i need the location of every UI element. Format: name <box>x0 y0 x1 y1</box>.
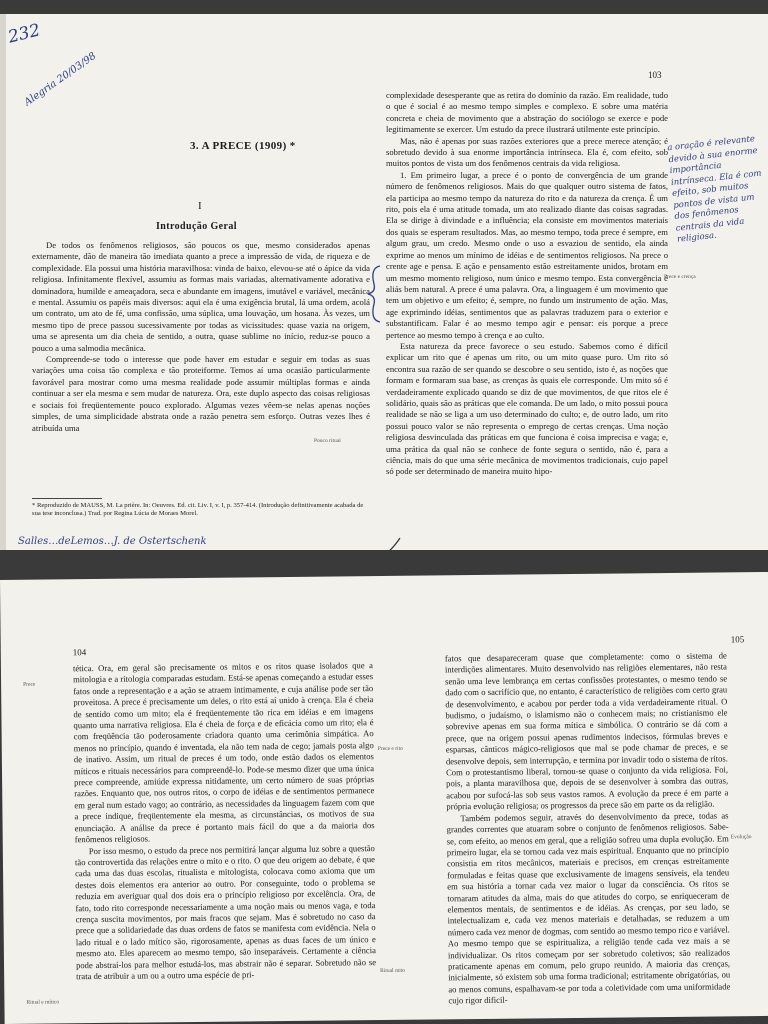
margin-note-left-top: Prece <box>23 681 36 688</box>
margin-note-small-right: Prece e crença <box>664 274 696 280</box>
bottom-scanned-spread <box>0 572 768 1024</box>
right-column-text <box>386 90 668 530</box>
paragraph: tética. Ora, em geral são precisamente os mitos e os ritos quase isolados que a mitologia e a ritologia comparadas estudam. Está-se apenas começando a estudar esses fatos onde a representação e a ação se atraem intimamente, e cuja análise pode ser tão proveitosa. A prece é precisamente um deles, o rito está aí unido à crença. Ela é cheia de sentido como um mito; ela é freqüentemente tão rica em idéias e em imagens quanto uma narrativa religiosa. Ela é cheia de força e de eficácia como um rito; ela é com freqüência tão poderosamente criadora quanto uma cerimônia simpática. Ao menos no princípio, quando é inventada, ela não tem nada de cego; jamais posta algo de inativo. Assim, um ritual de preces é um todo, onde estão dados os elementos míticos e rituais necessários para compreendê-lo. Pode-se mesmo dizer que uma única prece compreende, amiúde expressa nitidamente, um certo número de suas próprias razões. Enquanto que, nos outros ritos, o corpo de idéias e de sentimentos permanece em geral num estado vago; ao contrário, as necessidades da linguagem fazem com que a prece indique, freqüentemente ela mesma, as circunstâncias, os motivos de sua enunciação. A análise da prece é portanto mais fácil do que a da maioria dos fenômenos religiosos. <box>72 660 375 845</box>
paragraph: fatos que desapareceram quase que completamente: como o sistema de interdições alimentares. Muito desenvolvido nas religiões elementares, não resta senão uma leve lembrança em certas confissões protestantes, o mesmo tendo se dado com o sacrifício que, no entanto, é característico de religiões com certo grau de desenvolvimento, e acabou por perder toda a vida verdadeiramente ritual. O budismo, o judaísmo, o islamismo não o conhecem mais; no cristianismo ele sobrevive apenas em sua forma mítica e simbólica. O contrário se dá com a prece, que na origem possui apenas rudimentos indecisos, fórmulas breves e esparsas, cânticos mágico-religiosos que mal se pode chamar de preces, e se desenvolve depois, sem interrupção, e termina por invadir todo o sistema de ritos. Com o protestantismo liberal, tornou-se quase o conjunto da vida religiosa. Foi, pois, a planta maravilhosa que, depois de se desenvolver à sombra das outras, acabou por sufocá-las sob seus vastos ramos. A evolução da prece é em parte a própria evolução religiosa; os progressos da prece são em parte os da religião. <box>444 650 729 812</box>
margin-note-left-bottom: Ritual e mítico <box>26 999 60 1006</box>
margin-note-right: Evolução <box>730 834 752 841</box>
page-number-104: 104 <box>72 647 87 658</box>
footnote-rule <box>32 498 102 499</box>
margin-note-center-1: Prece e rito <box>377 745 403 753</box>
footnote: * Reproduzido de MAUSS, M. La prière. In: Oeuvres. Ed. cit. Liv. I, v. I, p. 357-414. (Introdução definitivamente acabada de sua tese inconclusa.) Trad. por Regina Lúcia de Moraes Morel. <box>32 502 364 518</box>
page-number-103: 103 <box>648 70 662 80</box>
paragraph: Esta natureza da prece favorece o seu estudo. Sabemos como é difícil explicar um rito que é apenas um rito, ou um mito quase puro. Um rito só encontra sua razão de ser quando se descobre o seu sentido, isto é, as noções que formam e formaram sua base, as crenças às quais ele corresponde. Um mito só é verdadeiramente explicado quando se diz de que movimentos, de que ritos ele é solidário, quais são as práticas que ele comanda. De um lado, o mito possui pouca realidade se não se liga a um uso determinado do culto; e, de outro lado, um rito possui pouco valor se não representa o emprego de certas crenças. Uma noção religiosa desvinculada das práticas em que funciona é coisa imprecisa e vaga; e, uma prática da qual não se conhece de fonte segura o sentido, não é, para a ciência, mais do que uma série mecânica de movimentos tradicionais, cujo papel só pode ser determinado de maneira muito hipo- <box>386 340 668 477</box>
paragraph: Também podemos seguir, através do desenvolvimento da prece, todas as grandes correntes que atuaram sobre o conjunto de fenômenos religiosos. Sabe-se, com efeito, ao menos em geral, que a religião sofreu uma dupla evolução. Em primeiro lugar, ela se tornou cada vez mais espiritual. Enquanto que no princípio consistia em ritos mecânicos, materiais e precisos, em crenças estreitamente formuladas e feitas quase que exclusivamente de imagens sensíveis, ela tendeu em sua história a tornar cada vez maior o lugar da consciência. Os ritos se tornaram atitudes da alma, mais do que atitudes do corpo, se enriqueceram de elementos mentais, de sentimentos e de idéias. As crenças, por seu lado, se intelectualizam e, cada vez menos materiais e detalhadas, se reduzem a um número cada vez menor de dogmas, com sentido ao mesmo tempo rico e variável. Ao mesmo tempo que se espiritualiza, a religião tende cada vez mais a se individualizar. Os ritos começam por ser sobretudo coletivos; são realizados praticamente apenas em comum, pelo grupo reunido. A maioria das crenças, inicialmente, só existem sob uma forma tradicional; estritamente obrigatórias, ou ao menos comuns, espalhavam-se por toda a coletividade com uma uniformidade cujo rigor dificil- <box>446 810 731 1006</box>
right-column-text <box>445 650 731 1019</box>
handwritten-signature: Salles…deLemos…J. de Ostertschenk <box>18 536 207 547</box>
section-title: Introdução Geral <box>156 221 237 232</box>
paragraph: Compreende-se todo o interesse que pode haver em estudar e seguir em todas as suas variações uma coisa tão complexa e tão proteiforme. Temos aí uma ocasião particularmente favorável para mostrar como uma mesma realidade pode assumir múltiplas formas e ainda continuar a ser ela mesma e sem mudar de natureza. Ora, este duplo aspecto das coisas religiosas e sociais foi freqüentemente pouco explorado. Algumas vezes vêem-se nelas apenas noções simples, de uma simplicidade abstrata onde a razão penetra sem esforço. Outras vezes lhes é atribuída uma <box>32 354 370 433</box>
page-number-105: 105 <box>730 634 745 645</box>
margin-note-center-2: Ritual mito <box>380 967 406 975</box>
paragraph: complexidade desesperante que as retira do domínio da razão. Em realidade, tudo o que é social é ao mesmo tempo simples e complexo. E sobre uma matéria concreta e cheia de movimento que a abstração do sociólogo se exerce e pode legitimamente se exercer. Um estudo da prece ilustrará utilmente este princípio. <box>386 90 668 135</box>
top-scanned-spread <box>0 14 768 550</box>
handwritten-date: Alegria 20/03/98 <box>22 50 99 109</box>
chapter-title: 3. A PRECE (1909) * <box>190 140 296 152</box>
margin-note-left: Pouco ritual <box>314 438 341 444</box>
page-shadow <box>0 14 6 550</box>
handwritten-stroke <box>370 534 410 550</box>
handwritten-page-number: 232 <box>6 20 43 48</box>
paragraph: De todos os fenômenos religiosos, são poucos os que, mesmo considerados apenas externamente, dão de maneira tão imediata quanto a prece a impressão de vida, de riqueza e de complexidade. Ela possui uma história maravilhosa: vinda de baixo, elevou-se até o ápice da vida religiosa. Infinitamente flexível, assumiu as formas mais variadas, alternativamente adorativa e dominadora, humilde e ameaçadora, seca e abundante em imagens, imutável e variável, mecânica e mental. Assumiu os papéis mais diversos: aqui ela é uma exigência brutal, lá uma ordem, acolá um contrato, um ato de fé, uma confissão, uma súplica, uma louvação, um hosana. Às vezes, um mesmo tipo de prece passou sucessivamente por todas as vicissitudes: quase vazia na origem, uma se apresenta um dia cheia de sentido, a outra, quase sublime no início, reduz-se pouco a pouco a uma salmodia mecânica. <box>32 240 370 353</box>
paragraph: Mas, não é apenas por suas razões exteriores que a prece merece atenção; é sobretudo devido à sua enorme importância intrínseca. Ela é, com efeito, sob muitos pontos de vista um dos fenômenos centrais da vida religiosa. <box>386 135 668 169</box>
left-column-text <box>73 660 377 1023</box>
handwritten-margin-note: a oração é relevante devido à sua enorme importância intrínseca. Ela é com efeito, sob muitos pontos de vista um dos fenômenos centrais da vida religiosa. <box>666 134 762 245</box>
paragraph: Por isso mesmo, o estudo da prece nos permitirá lançar alguma luz sobre a questão tão controvertida das relações entre o mito e o rito. O que deu origem ao debate, é que cada uma das duas escolas, ritualista e mitologista, colocava como axioma que um destes dois elementos era anterior ao outro. Por conseguinte, todo o problema se reduzia em averiguar qual dos dois era o princípio religioso por excelência. Ora, de fato, todo rito corresponde necessariamente a uma noção mais ou menos vaga, e toda crença suscita movimentos, por mais fracos que sejam. Mas é sobretudo no caso da prece que a solidariedade das duas ordens de fatos se manifesta com evidência. Nela o lado ritual e o lado mítico são, rigorosamente, apenas as duas faces de um único e mesmo ato. Eles aparecem ao mesmo tempo, são inseparáveis. Certamente a ciência pode abstraí-los para melhor estudá-los, mas abstrair não é separar. Sobretudo não se trata de atribuir a um ou a outro uma espécie de pri- <box>74 842 377 982</box>
paragraph: 1. Em primeiro lugar, a prece é o ponto de convergência de um grande número de fenômenos religiosos. Mais do que qualquer outro sistema de fatos, ela participa ao mesmo tempo da natureza do rito e da natureza da crença. É um rito, pois ela é uma atitude tomada, um ato realizado diante das coisas sagradas. Ela se dirige à divindade e a influência; ela consiste em movimentos materiais dos quais se esperam resultados. Mas, ao mesmo tempo, toda prece é sempre, em algum grau, um credo. Mesmo onde o uso a esvaziou de sentido, ela ainda exprime ao menos um mínimo de idéias e de sentimentos religiosos. Na prece o crente age e pensa. E ação e pensamento estão estreitamente unidos, brotam em um mesmo momento religioso, num único e mesmo tempo. Esta convergência é aliás bem natural. A prece é uma palavra. Ora, a linguagem é um movimento que tem um objetivo e um efeito; é, sempre, no fundo um instrumento de ação. Mas, age exprimindo idéias, sentimentos que as palavras traduzem para o exterior e substantificam. Falar é ao mesmo tempo agir e pensar: eis porque a prece pertence ao mesmo tempo à crença e ao culto. <box>386 169 668 340</box>
handwritten-brace <box>366 264 386 324</box>
section-numeral: I <box>198 200 203 212</box>
